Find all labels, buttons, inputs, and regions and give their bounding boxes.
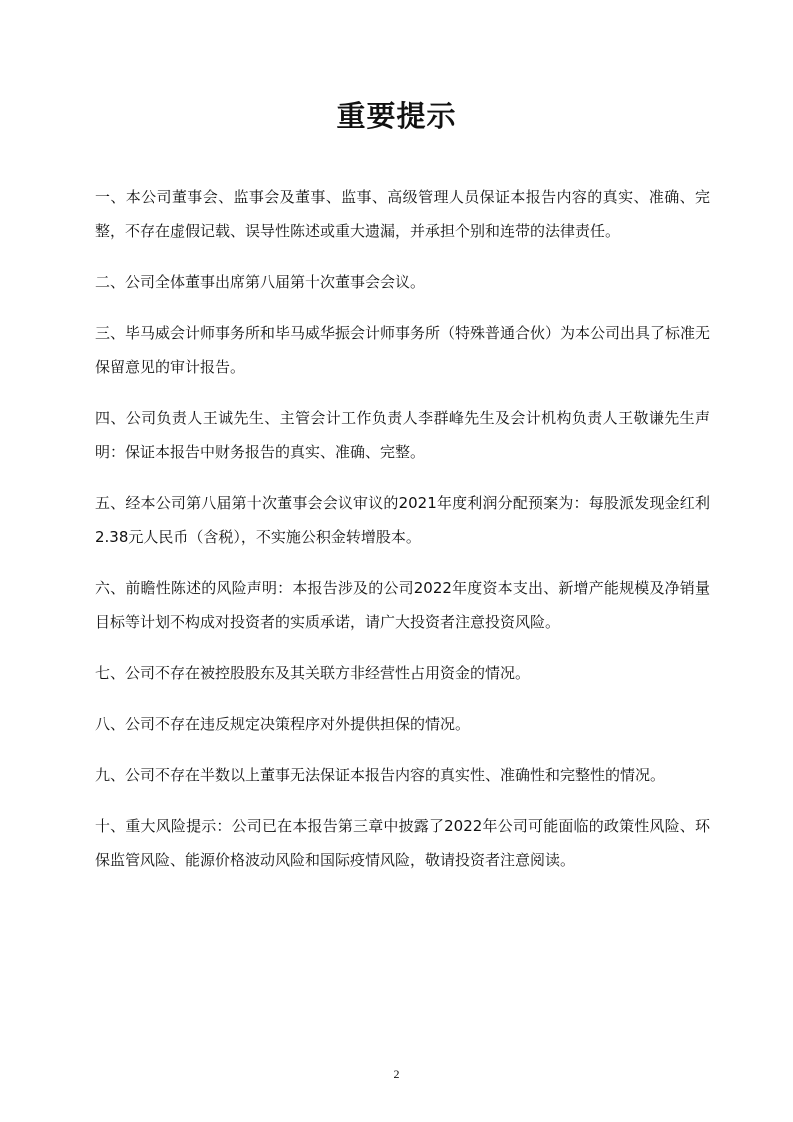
notice-item-2: 二、公司全体董事出席第八届第十次董事会会议。 bbox=[95, 273, 426, 291]
notice-item-3: 三、毕马威会计师事务所和毕马威华振会计师事务所（特殊普通合伙）为本公司出具了标准无保留意见的审计报告。 bbox=[95, 324, 711, 376]
notice-item-4: 四、公司负责人王诚先生、主管会计工作负责人李群峰先生及会计机构负责人王敬谦先生声明：保证本报告中财务报告的真实、准确、完整。 bbox=[95, 409, 710, 461]
notice-item-9: 九、公司不存在半数以上董事无法保证本报告内容的真实性、准确性和完整性的情况。 bbox=[95, 766, 666, 784]
notice-item-10: 十、重大风险提示：公司已在本报告第三章中披露了2022年公司可能面临的政策性风险、环保监管风险、能源价格波动风险和国际疫情风险，敬请投资者注意阅读。 bbox=[95, 817, 710, 869]
notice-list bbox=[95, 180, 710, 894]
notice-item-1: 一、本公司董事会、监事会及董事、监事、高级管理人员保证本报告内容的真实、准确、完整，不存在虚假记载、误导性陈述或重大遗漏，并承担个别和连带的法律责任。 bbox=[95, 188, 710, 240]
page-number: 2 bbox=[393, 1067, 400, 1081]
notice-item-5: 五、经本公司第八届第十次董事会会议审议的2021年度利润分配预案为：每股派发现金红利2.38元人民币（含税），不实施公积金转增股本。 bbox=[95, 494, 710, 546]
notice-item-6: 六、前瞻性陈述的风险声明：本报告涉及的公司2022年度资本支出、新增产能规模及净销量目标等计划不构成对投资者的实质承诺，请广大投资者注意投资风险。 bbox=[95, 579, 710, 631]
notice-item-8: 八、公司不存在违反规定决策程序对外提供担保的情况。 bbox=[95, 715, 471, 733]
notice-item-7: 七、公司不存在被控股股东及其关联方非经营性占用资金的情况。 bbox=[95, 664, 531, 682]
page-title: 重要提示 bbox=[336, 99, 457, 133]
